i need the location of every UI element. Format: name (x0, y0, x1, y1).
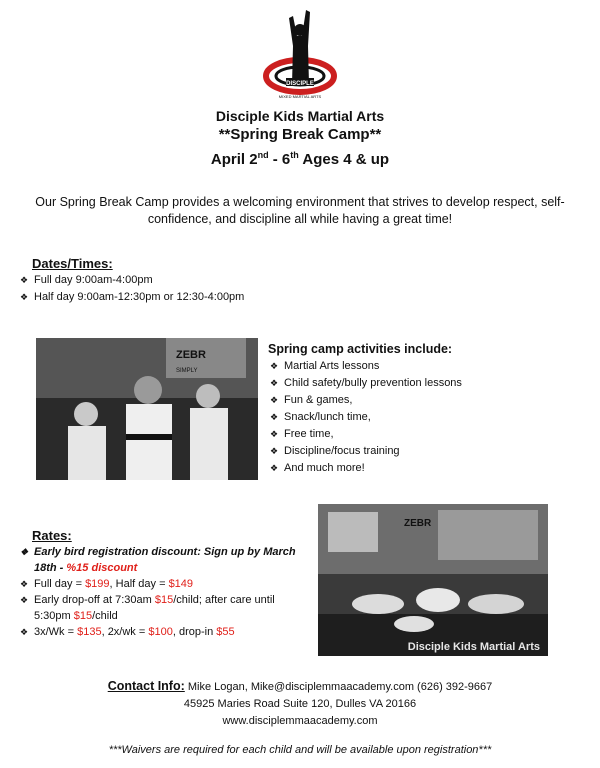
list-item: ❖ Child safety/bully prevention lessons (270, 375, 590, 392)
photo-caption: Disciple Kids Martial Arts (407, 641, 540, 653)
org-title: Disciple Kids Martial Arts (215, 108, 385, 124)
rates-list (20, 544, 310, 640)
activities-list (270, 358, 590, 477)
contact-line (0, 678, 600, 696)
list-item: ❖ Discipline/focus training (270, 443, 590, 460)
intro-paragraph: Our Spring Break Camp provides a welcoming environment that strives to develop respect, self-confidence, and discipline all while having a great time! (35, 195, 565, 226)
full-half-day-item: ❖ Full day = $199, Half day = $149 (20, 576, 310, 592)
kids-photo (36, 338, 258, 480)
class-photo (318, 504, 548, 656)
drop-off-item: ❖ Early drop-off at 7:30am $15/child; after care until 5:30pm $15/child (20, 592, 310, 624)
contact-label: Contact Info: (107, 679, 185, 693)
dates-heading: Dates/Times: (32, 256, 113, 271)
list-item: ❖ Martial Arts lessons (270, 358, 590, 375)
contact-address: 45925 Maries Road Suite 120, Dulles VA 20166 (183, 698, 417, 710)
camp-dates-ages: April 2nd - 6th Ages 4 & up (210, 150, 390, 168)
early-bird-item: ❖ Early bird registration discount: Sign up by March 18th - %15 discount (20, 544, 310, 576)
disciple-logo (262, 6, 338, 102)
photo-sign-sub: SIMPLY (176, 368, 198, 374)
weekly-rate-item: ❖ 3x/Wk = $135, 2x/wk = $100, drop-in $55 (20, 624, 310, 640)
logo-subtext: MIXED MARTIAL ARTS (278, 94, 322, 99)
list-item: ❖ Snack/lunch time, (270, 409, 590, 426)
activities-heading: Spring camp activities include: (268, 342, 453, 356)
logo-text: DISCIPLE (286, 81, 314, 87)
camp-title: **Spring Break Camp** (218, 126, 382, 143)
list-item: ❖ Full day 9:00am-4:00pm (20, 272, 320, 289)
contact-details: Mike Logan, Mike@disciplemmaacademy.com (626) 392-9667 (184, 681, 493, 693)
list-item: ❖ And much more! (270, 460, 590, 477)
dates-list (20, 272, 320, 306)
list-item: ❖ Free time, (270, 426, 590, 443)
contact-block (0, 678, 600, 730)
list-item: ❖ Half day 9:00am-12:30pm or 12:30-4:00pm (20, 289, 320, 306)
rates-heading: Rates: (32, 528, 72, 543)
photo-sign: ZEBR (404, 518, 432, 529)
waiver-note: ***Waivers are required for each child and will be available upon registration*** (108, 744, 492, 756)
contact-website: www.disciplemmaacademy.com (222, 715, 378, 727)
photo-sign: ZEBR (176, 349, 206, 361)
list-item: ❖ Fun & games, (270, 392, 590, 409)
